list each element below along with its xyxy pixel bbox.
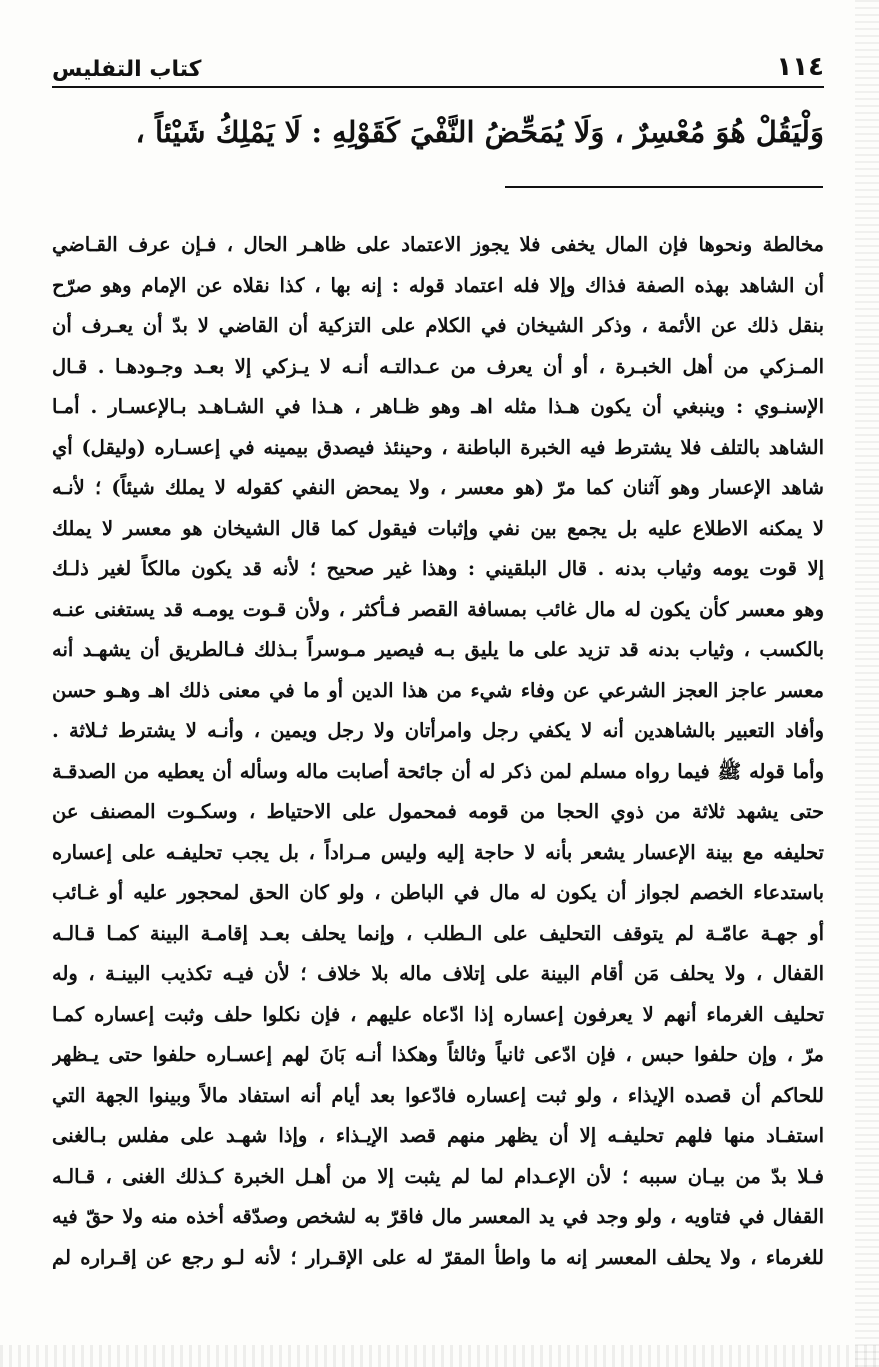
text-line: أو جهـة عامّـة لم يتوقف التحليف على الـطلب ، وإنما يحلف بعـد إقامـة البينة كمـا قـالـه: [52, 921, 824, 945]
text-line: تحليفه مع بينة الإعسار يشعر بأنه لا حاجة إليه وليس مـراداً ، بل يجب تحليفـه على إعساره: [52, 840, 824, 864]
text-line: استفـاد منها فلهم تحليفـه إلا أن يظهر منهم قصد الإيـذاء ، وإذا شهـد على مفلس بـالغنى: [52, 1124, 824, 1147]
scan-bottom-noise: [0, 1345, 879, 1367]
text-line: القفال في فتاويه ، ولو وجد في يد المعسر مال فاقرّ به لشخص وصدّقه أخذه منه ولا حقّ فيه: [52, 1205, 824, 1228]
matn-text: وَلْيَقُلْ هُوَ مُعْسِرٌ ، وَلَا يُمَحِّضُ النَّفْيَ كَقَوْلِهِ : لَا يَمْلِكُ شَيْئاً ،: [135, 115, 824, 149]
separator-rule: [505, 186, 823, 188]
chapter-title: كتاب التفليس: [52, 57, 202, 82]
header-rule: [52, 86, 824, 88]
text-line: للحاكم أن قصده الإيذاء ، ولو ثبت إعساره فادّعوا بعد أيام أنه استفاد مالاً وبينوا الجهة التي: [52, 1083, 824, 1107]
text-line: الشاهد بالتلف فلا يشترط فيه الخبرة الباطنة ، وحينئذ فيصدق بيمينه في إعسـاره (وليقل) أي: [52, 435, 824, 459]
text-line: فـلا بدّ من بيـان سببه ؛ لأن الإعـدام لما لم يثبت إلا من أهـل الخبرة كـذلك الغنى ، قـالـه: [52, 1164, 824, 1188]
text-line: وأفاد التعبير بالشاهدين أنه لا يكفي رجل وامرأتان ولا رجل ويمين ، وأنـه لا يشترط ثـلاثة .: [52, 719, 824, 742]
commentary-text: [52, 225, 824, 1278]
text-line: إلا قوت يومه وثياب بدنه . قال البلقيني : وهذا غير صحيح ؛ لأنه قد يكون مالكاً لغير ذلـك: [52, 557, 824, 580]
text-line: الإسنـوي : وينبغي أن يكون هـذا مثله اهـ وهو ظـاهر ، هـذا في الشـاهـد بـالإعسـار . أمـا: [52, 395, 824, 418]
text-line: القفال ، ولا يحلف مَن أقام البينة على إتلاف ماله بلا خلاف ؛ لأن فيـه تكذيب البينـة ، وله: [52, 962, 824, 985]
running-header: [52, 48, 824, 82]
text-line: بالكسب ، وثياب بدنه قد تزيد على ما يليق بـه فيصير مـوسراً بـذلك فـالطريق أن يشهـد أنه: [52, 638, 824, 661]
scan-edge-noise: [855, 0, 879, 1367]
text-line: مرّ ، وإن حلفوا حبس ، فإن ادّعى ثانياً وثالثاً وهكذا أنـه بَانَ لهم إعسـاره حلفوا حتى يـظهر: [52, 1043, 824, 1066]
text-line: بنقل ذلك عن الأئمة ، وذكر الشيخان في الكلام على التزكية أن القاضي لا بدّ أن يعـرف أن: [52, 314, 824, 337]
text-line: وهو معسر كأن يكون له مال غائب بمسافة القصر فـأكثر ، ولأن قـوت يومـه قد يستغنى عنـه: [52, 597, 824, 621]
text-line: لا يمكنه الاطلاع عليه بل يجمع بين نفي وإثبات فيقول كما قال الشيخان هو معسر لا يملك: [52, 516, 824, 540]
text-line: للغرماء ، ولا يحلف المعسر إنه ما واطأ المقرّ له على الإقـرار ؛ لأنه لـو رجع عن إقـراره لم: [52, 1245, 824, 1269]
text-line: تحليف الغرماء أنهم لا يعرفون إعساره إذا ادّعاه عليهم ، فإن نكلوا حلف وثبت إعساره كمـا: [52, 1002, 824, 1026]
text-line: معسر عاجز العجز الشرعي عن وفاء شيء من هذا الدين أو ما في معنى ذلك اهـ وهـو حسن: [52, 678, 824, 702]
text-line: باستدعاء الخصم لجواز أن يكون له مال في الباطن ، ولو كان الحق لمحجور عليه أو غـائب: [52, 881, 824, 904]
text-line: وأما قوله ﷺ فيما رواه مسلم لمن ذكر له أن جائحة أصابت ماله وسأله أن يعطيه من الصدقـة: [52, 759, 824, 783]
page-number: ١١٤: [776, 52, 824, 82]
text-line: شاهد الإعسار وهو آثنان كما مرّ (هو معسر ، ولا يمحض النفي كقوله لا يملك شيئاً) ؛ لأنـه: [52, 476, 824, 499]
text-line: مخالطة ونحوها فإن المال يخفى فلا يجوز الاعتماد على ظاهـر الحال ، فـإن عرف القـاضي: [52, 233, 824, 256]
text-line: حتى يشهد ثلاثة من ذوي الحجا من قومه فمحمول على الاحتياط ، وسكـوت المصنف عن: [52, 800, 824, 823]
text-line: أن الشاهد بهذه الصفة فذاك وإلا فله اعتماد قوله : إنه بها ، كذا نقلاه عن الإمام وهو صرّح: [52, 273, 824, 297]
text-line: المـزكي من أهل الخبـرة ، أو أن يعرف من عـدالتـه أنـه لا يـزكي إلا بعـد وجـودهـا . قـال: [52, 354, 824, 378]
